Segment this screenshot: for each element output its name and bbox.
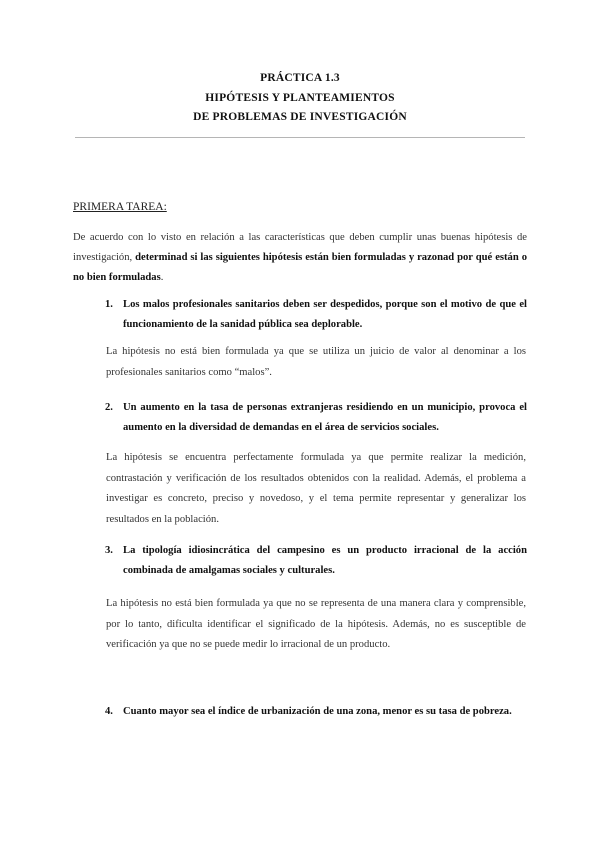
- hypothesis-item-1: [105, 295, 527, 335]
- hypothesis-answer-1: La hipótesis no está bien formulada ya que se utiliza un juicio de valor al denominar a los profesionales sanitarios como “malos”.: [106, 346, 526, 378]
- hypothesis-statement: Los malos profesionales sanitarios deben ser despedidos, porque son el motivo de que el funcionamiento de la sanidad pública sea deplorable.: [123, 299, 527, 330]
- item-number: 2.: [105, 402, 113, 413]
- item-number: 3.: [105, 545, 113, 556]
- intro-bold-text: determinad si las siguientes hipótesis están bien formuladas y razonad por qué están o no bien formuladas: [73, 252, 527, 283]
- hypothesis-item-4: [105, 702, 527, 722]
- item-number: 4.: [105, 706, 113, 717]
- intro-end-text: .: [160, 272, 164, 283]
- document-title-line2: DE PROBLEMAS DE INVESTIGACIÓN: [193, 111, 407, 123]
- intro-plain-text: De acuerdo con lo visto en relación a las características que deben cumplir unas buenas hipótesis de investigación,: [73, 232, 527, 263]
- hypothesis-item-3: [105, 541, 527, 581]
- title-divider: [75, 137, 525, 138]
- practice-title: PRÁCTICA 1.3: [260, 72, 340, 84]
- document-title-line1: HIPÓTESIS Y PLANTEAMIENTOS: [205, 92, 395, 104]
- intro-paragraph: [73, 228, 527, 288]
- hypothesis-statement: La tipología idiosincrática del campesino es un producto irracional de la acción combinada de amalgamas sociales y culturales.: [123, 545, 527, 576]
- section-heading: PRIMERA TAREA:: [73, 201, 167, 213]
- hypothesis-answer-2: La hipótesis se encuentra perfectamente formulada ya que permite realizar la medición, contrastación y verificación de los resultados obtenidos con la realidad. Además, el problema a investigar es concreto, preciso y novedoso, y el tema permite representar y generalizar los resultados en la población.: [106, 452, 526, 525]
- item-number: 1.: [105, 299, 113, 310]
- hypothesis-statement: Cuanto mayor sea el índice de urbanización de una zona, menor es su tasa de pobreza.: [123, 706, 512, 717]
- hypothesis-answer-3: La hipótesis no está bien formulada ya que no se representa de una manera clara y comprensible, por lo tanto, dificulta identificar el significado de la hipótesis. Además, no es susceptible de verificación ya que no se puede medir lo irracional de un producto.: [106, 598, 526, 650]
- hypothesis-statement: Un aumento en la tasa de personas extranjeras residiendo en un municipio, provoca el aumento en la diversidad de demandas en el área de servicios sociales.: [123, 402, 527, 433]
- hypothesis-item-2: [105, 398, 527, 438]
